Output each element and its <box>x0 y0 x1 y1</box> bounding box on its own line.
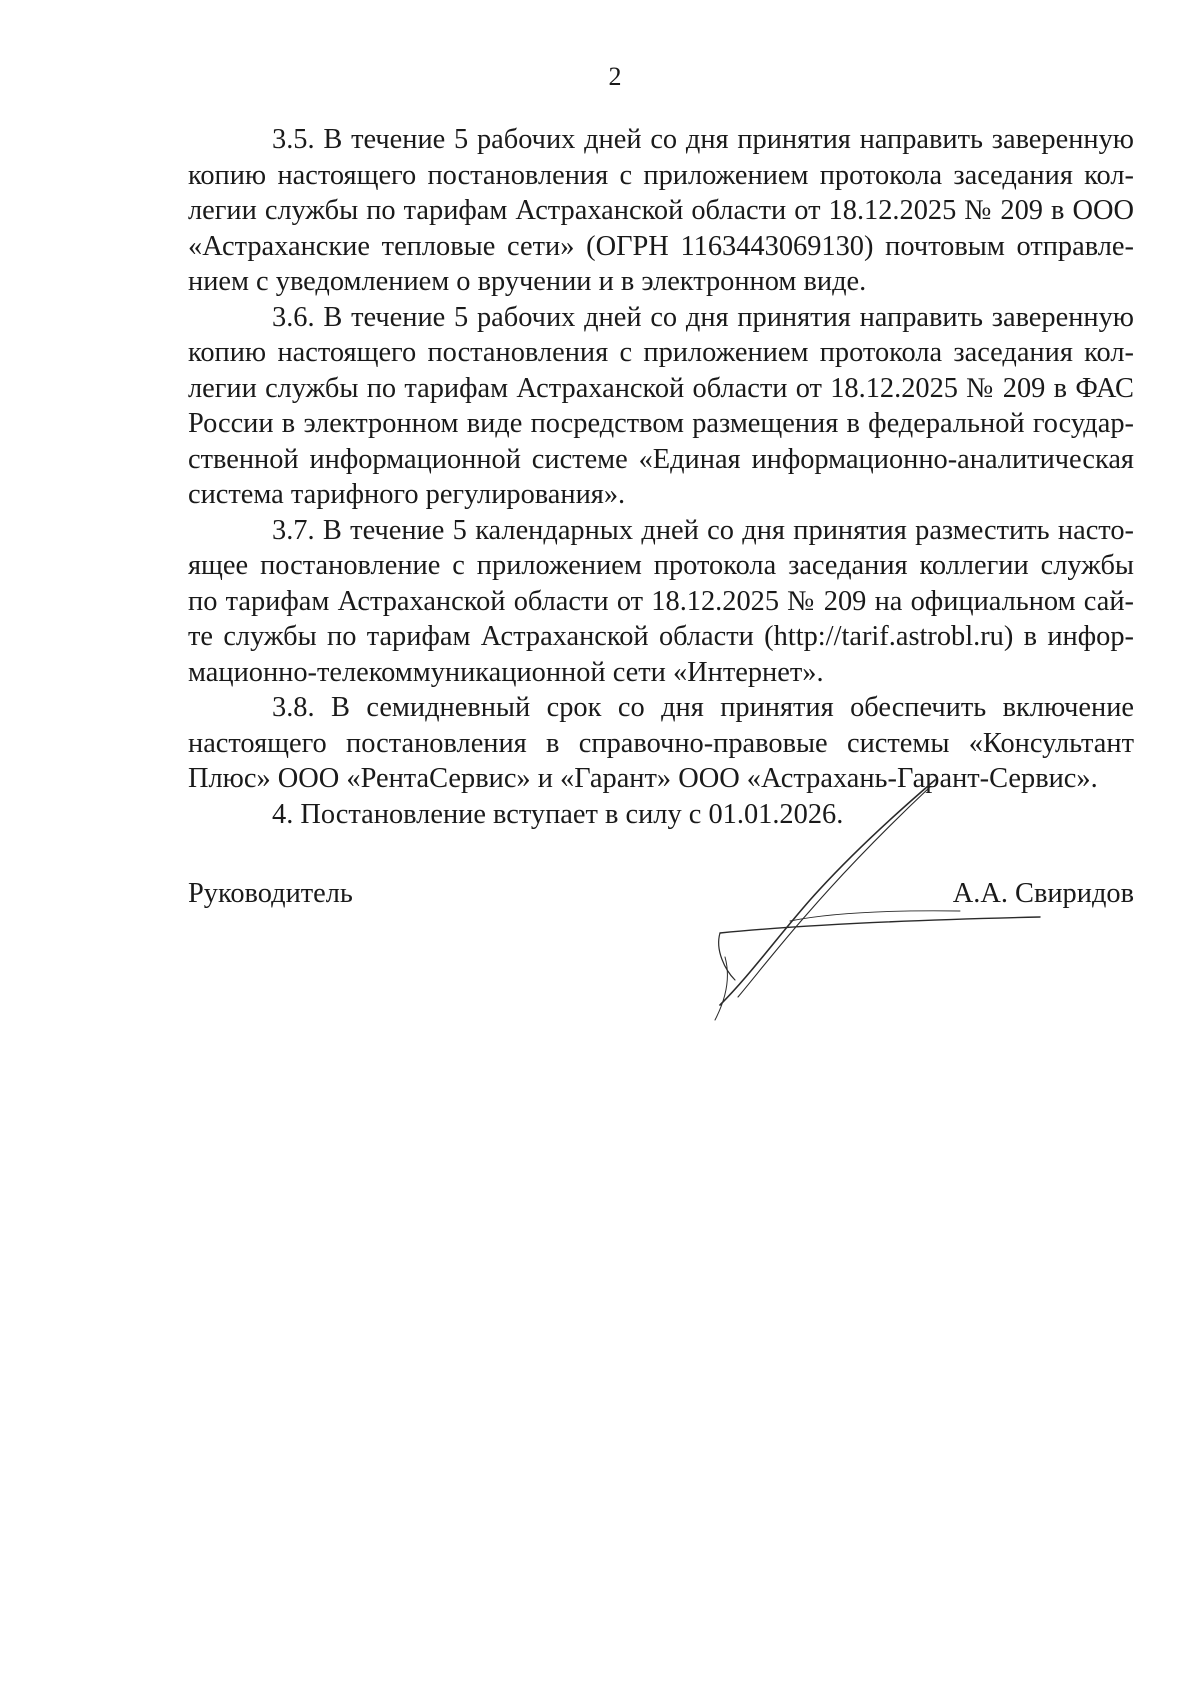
paragraph-3-7: 3.7. В течение 5 календарных дней со дня принятия разместить настоящее постановление с приложением протокола заседания коллегии службы по тарифам Астраханской области от 18.12.2025 № 209 на официальном сайте службы по тарифам Астраханской области (http://tarif.astrobl.ru) в информационно-телекоммуникационной сети «Интернет». <box>188 514 1134 688</box>
paragraph-3-6: 3.6. В течение 5 рабочих дней со дня принятия направить заверенную копию настоящего постановления с приложением протокола заседания коллегии службы по тарифам Астраханской области от 18.12.2025 № 209 в ФАС России в электронном виде посредством размещения в федеральной государственной информационной системе «Единая информационно-аналитическая система тарифного регулирования». <box>188 301 1134 510</box>
paragraph-3-5: 3.5. В течение 5 рабочих дней со дня принятия направить заверенную копию настоящего постановления с приложением протокола заседания коллегии службы по тарифам Астраханской области от 18.12.2025 № 209 в ООО «Астраханские тепловые сети» (ОГРН 1163443069130) почтовым отправлением с уведомлением о вручении и в электронном виде. <box>188 124 1134 297</box>
signer-title: Руководитель <box>188 878 353 909</box>
paragraph-3-8: 3.8. В семидневный срок со дня принятия обеспечить включение настоящего постановления в справочно-правовые системы «Консультант Плюс» ООО «РентаСервис» и «Гарант» ООО «Астрахань-Гарант-Сервис». <box>188 692 1134 794</box>
signer-name: А.А. Свиридов <box>952 878 1134 909</box>
page-number: 2 <box>608 62 622 91</box>
paragraph-4: 4. Постановление вступает в силу с 01.01.2026. <box>272 798 844 830</box>
handwritten-signature <box>680 775 1060 1025</box>
document-body <box>188 122 1134 832</box>
